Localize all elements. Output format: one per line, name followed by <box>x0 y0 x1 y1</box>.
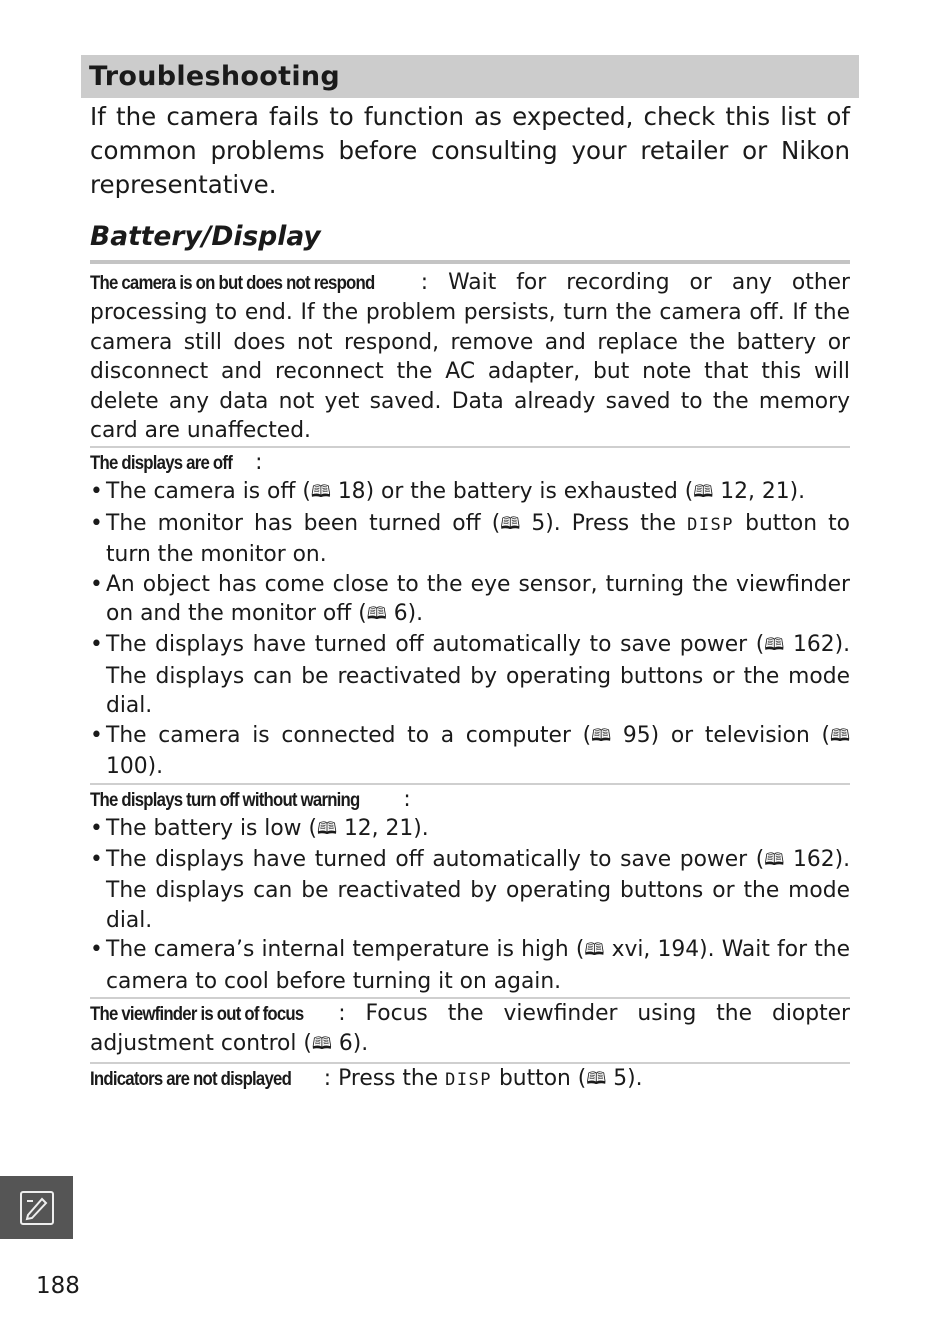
book-icon: 🕮 <box>500 513 521 534</box>
section-rule <box>90 260 850 264</box>
section-heading: Battery/Display <box>90 221 321 252</box>
entry-lead: The displays are off <box>90 452 233 475</box>
intro-paragraph: If the camera fails to function as expected, check this list of common problems before consulting your retailer or Nikon representative. <box>90 102 850 199</box>
book-icon: 🕮 <box>829 725 850 746</box>
book-icon: 🕮 <box>366 604 387 625</box>
list-item: • The camera is connected to a computer (🕮 95) or television (🕮 100). <box>90 721 850 782</box>
entry-lead: Indicators are not displayed <box>90 1067 292 1090</box>
entry-text: Wait for recording or any other processing to end. If the problem persists, turn the camera off. If the camera still does not respond, remove and replace the battery or disconnect and reconnect the AC adapter, but note that this will delete any data not yet saved. Data already saved to the memory card are unaffected. <box>90 270 851 444</box>
entry-lead: The displays turn off without warning <box>90 788 360 811</box>
list-item: • The battery is low (🕮 12, 21). <box>90 814 850 845</box>
list-item: • The camera is off (🕮 18) or the battery is exhausted (🕮 12, 21). <box>90 477 850 508</box>
book-icon: 🕮 <box>693 482 714 503</box>
page-title: Troubleshooting <box>89 61 341 92</box>
entry-camera-not-responding: The camera is on but does not respond : Wait for recording or any other processing to end. If the problem persists, turn the camera off. If the camera still does not respond, remove and replace the battery or disconnect and reconnect the AC adapter, but note that this will delete any data not yet saved. Data already saved to the memory card are unaffected. <box>90 268 850 448</box>
list-item: • An object has come close to the eye sensor, turning the viewfinder on and the monitor off (🕮 6). <box>90 570 850 631</box>
list-item: • The displays have turned off automatically to save power (🕮 162). The displays can be reactivated by operating buttons or the mode dial. <box>90 845 850 935</box>
title-bar <box>81 55 859 98</box>
chapter-tab <box>0 1176 73 1239</box>
book-icon: 🕮 <box>311 1034 332 1055</box>
book-icon: 🕮 <box>764 635 785 656</box>
entry-displays-off: The displays are off : • The camera is off (🕮 18) or the battery is exhausted (🕮 12, 21). • The monitor has been turned off (🕮 5). Press the DISP button to turn the monitor on. • An object has come close to the eye sensor, turning the viewfinder on and the monitor off (🕮 6). • The displays have turned off automatically to save power (🕮 162). The displays can be reactivated by operating buttons or the mode dial. • The camera is connected to a computer (🕮 95) or television (🕮 100). <box>90 448 850 784</box>
book-icon: 🕮 <box>591 725 612 746</box>
list-item: • The camera’s internal temperature is high (🕮 xvi, 194). Wait for the camera to cool before turning it on again. <box>90 935 850 996</box>
page-number: 188 <box>36 1273 80 1299</box>
note-pencil-icon <box>20 1191 54 1225</box>
book-icon: 🕮 <box>310 482 331 503</box>
entry-indicators-not-displayed: Indicators are not displayed : Press the DISP button (🕮 5). <box>90 1064 850 1096</box>
troubleshooting-list <box>90 268 850 1096</box>
disp-button-label: DISP <box>445 1069 493 1090</box>
entry-lead: The camera is on but does not respond <box>90 272 375 294</box>
book-icon: 🕮 <box>316 818 337 839</box>
list-item: • The displays have turned off automatically to save power (🕮 162). The displays can be reactivated by operating buttons or the mode dial. <box>90 630 850 720</box>
book-icon: 🕮 <box>584 940 605 961</box>
list-item: • The monitor has been turned off (🕮 5). Press the DISP button to turn the monitor on. <box>90 509 850 570</box>
entry-viewfinder-focus: The viewfinder is out of focus : Focus the viewfinder using the diopter adjustment control (🕮 6). <box>90 999 850 1064</box>
book-icon: 🕮 <box>764 849 785 870</box>
entry-displays-turn-off: The displays turn off without warning : • The battery is low (🕮 12, 21). • The displays have turned off automatically to save power (🕮 162). The displays can be reactivated by operating buttons or the mode dial. • The camera’s internal temperature is high (🕮 xvi, 194). Wait for the camera to cool before turning it on again. <box>90 785 850 999</box>
disp-button-label: DISP <box>687 514 735 535</box>
book-icon: 🕮 <box>586 1068 607 1089</box>
entry-lead: The viewfinder is out of focus <box>90 1002 304 1025</box>
